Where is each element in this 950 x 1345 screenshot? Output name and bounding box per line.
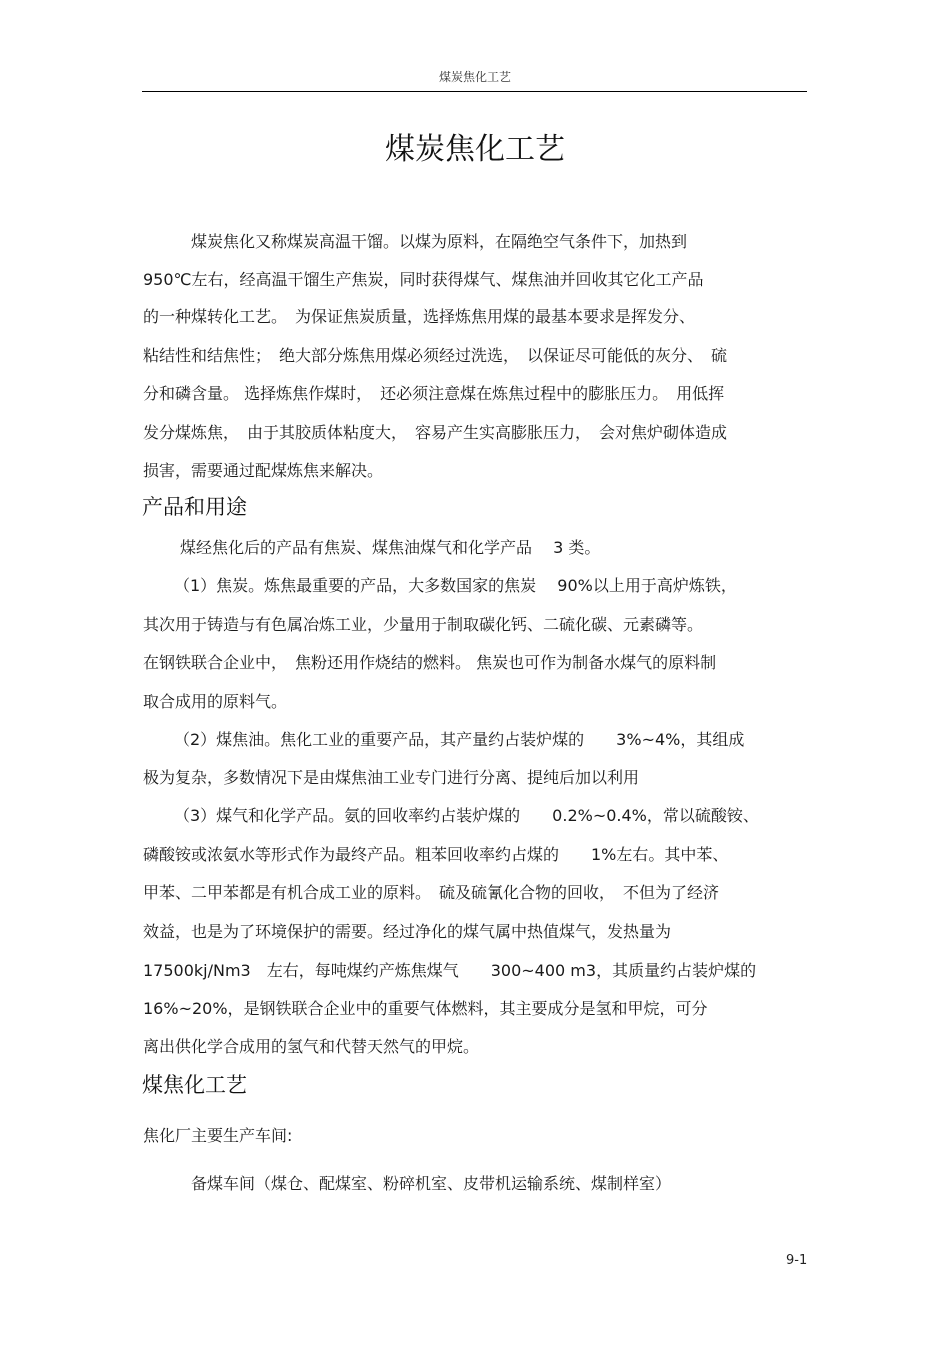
text-line: 甲苯、二甲苯都是有机合成工业的原料。 硫及硫氰化合物的回收， 不但为了经济 bbox=[143, 883, 720, 902]
text-line: 17500kj/Nm3 左右，每吨煤约产炼焦煤气 300~400 m3，其质量约占装炉煤的 bbox=[143, 961, 757, 980]
text-line: 在钢铁联合企业中， 焦粉还用作烧结的燃料。 焦炭也可作为制备水煤气的原料制 bbox=[143, 653, 717, 672]
text-line: （2）煤焦油。焦化工业的重要产品，其产量约占装炉煤的 3%~4%，其组成 bbox=[174, 730, 745, 749]
text-line: 损害，需要通过配煤炼焦来解决。 bbox=[143, 461, 384, 480]
text-line: 16%~20%，是钢铁联合企业中的重要气体燃料，其主要成分是氢和甲烷，可分 bbox=[143, 999, 708, 1018]
text-line: 发分煤炼焦， 由于其胶质体粘度大， 容易产生实高膨胀压力， 会对焦炉砌体造成 bbox=[143, 423, 728, 442]
text-line: 950℃左右，经高温干馏生产焦炭，同时获得煤气、煤焦油并回收其它化工产品 bbox=[143, 270, 704, 289]
text-line: 取合成用的原料气。 bbox=[143, 692, 288, 711]
text-line: 粘结性和结焦性； 绝大部分炼焦用煤必须经过洗选， 以保证尽可能低的灰分、 硫 bbox=[143, 346, 728, 365]
text-line: 分和磷含量。 选择炼焦作煤时， 还必须注意煤在炼焦过程中的膨胀压力。 用低挥 bbox=[143, 384, 725, 403]
document-title: 煤炭焦化工艺 bbox=[385, 132, 565, 167]
text-line: 效益，也是为了环境保护的需要。经过净化的煤气属中热值煤气，发热量为 bbox=[143, 922, 672, 941]
text-line: 磷酸铵或浓氨水等形式作为最终产品。粗苯回收率约占煤的 1%左右。其中苯、 bbox=[143, 845, 729, 864]
text-line: （1）焦炭。炼焦最重要的产品，大多数国家的焦炭 90%以上用于高炉炼铁， bbox=[174, 576, 737, 595]
text-line: （3）煤气和化学产品。氨的回收率约占装炉煤的 0.2%~0.4%，常以硫酸铵、 bbox=[174, 806, 759, 825]
text-line: 煤经焦化后的产品有焦炭、煤焦油煤气和化学产品 3 类。 bbox=[180, 538, 601, 557]
section-heading: 煤焦化工艺 bbox=[142, 1073, 247, 1097]
running-title: 煤炭焦化工艺 bbox=[438, 70, 511, 84]
page-number: 9-1 bbox=[786, 1253, 808, 1268]
text-line: 煤炭焦化又称煤炭高温干馏。以煤为原料，在隔绝空气条件下，加热到 bbox=[191, 232, 688, 251]
header-divider bbox=[142, 91, 807, 92]
text-line: 的一种煤转化工艺。 为保证焦炭质量，选择炼焦用煤的最基本要求是挥发分、 bbox=[143, 307, 696, 326]
text-line: 极为复杂，多数情况下是由煤焦油工业专门进行分离、提纯后加以利用 bbox=[143, 768, 640, 787]
text-line: 其次用于铸造与有色属冶炼工业，少量用于制取碳化钙、二硫化碳、元素磷等。 bbox=[143, 615, 704, 634]
text-line: 焦化厂主要生产车间: bbox=[143, 1126, 293, 1145]
text-line: 离出供化学合成用的氢气和代替天然气的甲烷。 bbox=[143, 1037, 480, 1056]
section-heading: 产品和用途 bbox=[142, 495, 247, 519]
text-line: 备煤车间（煤仓、配煤室、粉碎机室、皮带机运输系统、煤制样室） bbox=[191, 1174, 672, 1193]
